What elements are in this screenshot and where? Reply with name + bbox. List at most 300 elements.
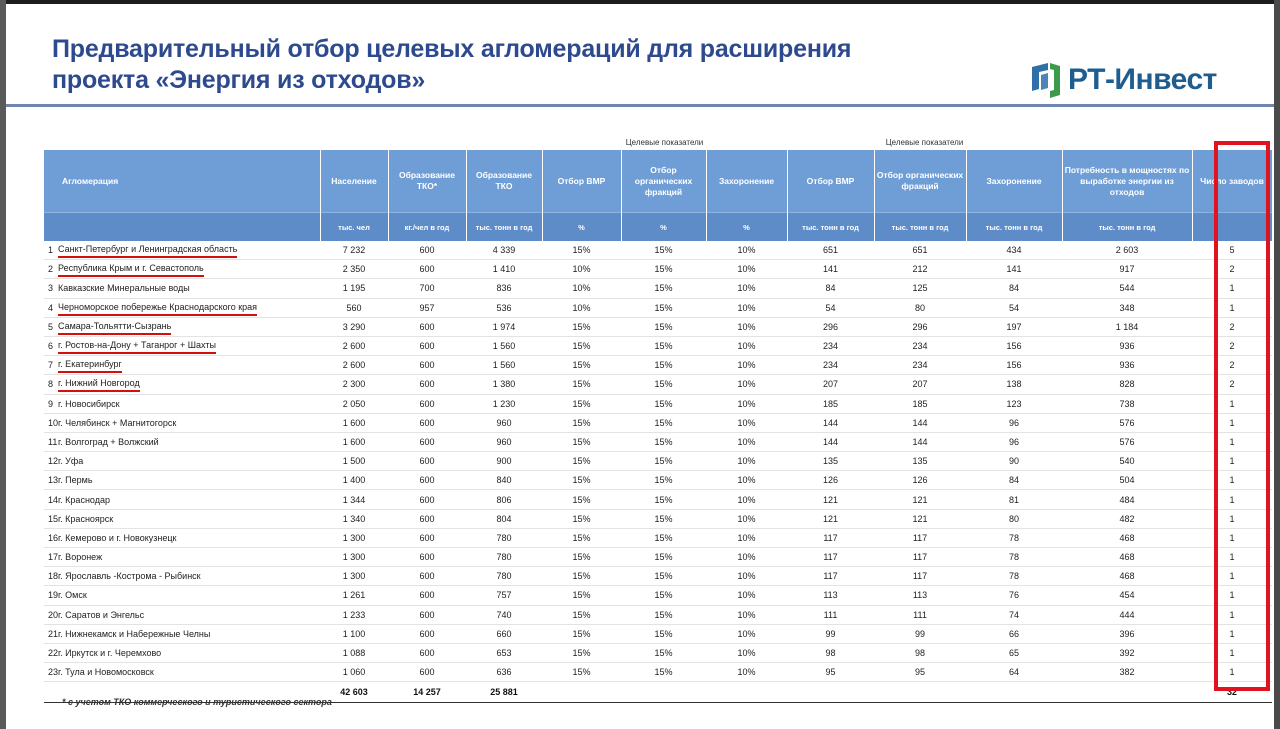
company-logo — [1028, 60, 1217, 100]
organic-tons: 113 — [874, 586, 966, 605]
vmr-tons: 144 — [787, 413, 874, 432]
landfill-tons: 78 — [966, 567, 1062, 586]
plants-count: 1 — [1192, 432, 1272, 451]
table-row — [44, 317, 1272, 336]
landfill-tons: 74 — [966, 605, 1062, 624]
plants-count: 1 — [1192, 643, 1272, 662]
organic-pct: 15% — [621, 336, 706, 355]
vmr-pct: 15% — [542, 548, 621, 567]
agglomeration-name-cell — [58, 663, 320, 682]
population: 1 088 — [320, 643, 388, 662]
vmr-tons: 117 — [787, 567, 874, 586]
tko-per-capita: 600 — [388, 356, 466, 375]
row-number: 3 — [44, 279, 58, 298]
row-number: 20 — [44, 605, 58, 624]
agglomeration-name-cell — [58, 375, 320, 394]
vmr-pct: 15% — [542, 413, 621, 432]
population: 1 233 — [320, 605, 388, 624]
vmr-tons: 135 — [787, 452, 874, 471]
table-row — [44, 528, 1272, 547]
organic-pct: 15% — [621, 279, 706, 298]
organic-pct: 15% — [621, 452, 706, 471]
organic-tons: 121 — [874, 509, 966, 528]
landfill-pct: 10% — [706, 413, 787, 432]
tko-per-capita: 600 — [388, 432, 466, 451]
agglomeration-name-cell — [58, 413, 320, 432]
row-number: 2 — [44, 260, 58, 279]
vmr-pct: 15% — [542, 509, 621, 528]
population: 2 350 — [320, 260, 388, 279]
plants-count: 2 — [1192, 375, 1272, 394]
vmr-pct: 15% — [542, 567, 621, 586]
organic-pct: 15% — [621, 375, 706, 394]
population: 2 600 — [320, 356, 388, 375]
tko-per-capita: 600 — [388, 336, 466, 355]
population: 1 400 — [320, 471, 388, 490]
agglomeration-name: г. Челябинск + Магнитогорск — [58, 417, 177, 428]
landfill-pct: 10% — [706, 643, 787, 662]
unit-energy-capacity: тыс. тонн в год — [1062, 213, 1192, 242]
tko: 960 — [466, 413, 542, 432]
plants-count: 1 — [1192, 548, 1272, 567]
plants-count: 5 — [1192, 241, 1272, 260]
organic-pct: 15% — [621, 528, 706, 547]
population: 1 261 — [320, 586, 388, 605]
plants-count: 2 — [1192, 317, 1272, 336]
tko-per-capita: 600 — [388, 509, 466, 528]
energy-capacity: 468 — [1062, 567, 1192, 586]
tko-per-capita: 700 — [388, 279, 466, 298]
plants-count: 1 — [1192, 298, 1272, 317]
plants-column-highlight — [1214, 141, 1270, 691]
landfill-pct: 10% — [706, 279, 787, 298]
tko: 1 560 — [466, 336, 542, 355]
plants-count: 1 — [1192, 663, 1272, 682]
energy-capacity: 454 — [1062, 586, 1192, 605]
plants-count: 2 — [1192, 260, 1272, 279]
vmr-pct: 15% — [542, 317, 621, 336]
total-population: 42 603 — [320, 682, 388, 703]
row-number: 4 — [44, 298, 58, 317]
table-row — [44, 452, 1272, 471]
tko: 804 — [466, 509, 542, 528]
agglomeration-name-cell — [58, 490, 320, 509]
total-tko: 25 881 — [466, 682, 542, 703]
population: 1 300 — [320, 548, 388, 567]
organic-pct: 15% — [621, 471, 706, 490]
population: 1 100 — [320, 624, 388, 643]
tko-per-capita: 600 — [388, 241, 466, 260]
vmr-pct: 15% — [542, 394, 621, 413]
agglomeration-name-cell — [58, 279, 320, 298]
agglomeration-name: г. Омск — [58, 590, 87, 601]
agglomeration-name: г. Ростов-на-Дону + Таганрог + Шахты — [58, 338, 216, 354]
organic-pct: 15% — [621, 394, 706, 413]
organic-pct: 15% — [621, 413, 706, 432]
group-header-row — [44, 134, 1272, 150]
vmr-pct: 15% — [542, 528, 621, 547]
table-row — [44, 643, 1272, 662]
unit-population: тыс. чел — [320, 213, 388, 242]
energy-capacity: 348 — [1062, 298, 1192, 317]
table-row — [44, 336, 1272, 355]
tko-per-capita: 600 — [388, 394, 466, 413]
units-row — [44, 213, 1272, 242]
agglomeration-name: г. Нижний Новгород — [58, 376, 140, 392]
organic-tons: 117 — [874, 548, 966, 567]
vmr-tons: 651 — [787, 241, 874, 260]
landfill-pct: 10% — [706, 586, 787, 605]
vmr-tons: 126 — [787, 471, 874, 490]
organic-pct: 15% — [621, 356, 706, 375]
organic-tons: 126 — [874, 471, 966, 490]
energy-capacity: 504 — [1062, 471, 1192, 490]
plants-count: 1 — [1192, 605, 1272, 624]
landfill-tons: 66 — [966, 624, 1062, 643]
population: 560 — [320, 298, 388, 317]
energy-capacity: 576 — [1062, 413, 1192, 432]
plants-count: 1 — [1192, 394, 1272, 413]
title-divider — [6, 104, 1274, 107]
tko-per-capita: 600 — [388, 317, 466, 336]
row-number: 21 — [44, 624, 58, 643]
organic-tons: 99 — [874, 624, 966, 643]
row-number: 7 — [44, 356, 58, 375]
landfill-pct: 10% — [706, 241, 787, 260]
organic-pct: 15% — [621, 490, 706, 509]
table-row — [44, 279, 1272, 298]
plants-count: 1 — [1192, 490, 1272, 509]
population: 2 050 — [320, 394, 388, 413]
landfill-pct: 10% — [706, 663, 787, 682]
row-number: 15 — [44, 509, 58, 528]
landfill-pct: 10% — [706, 605, 787, 624]
agglomeration-name: г. Волгоград + Волжский — [58, 436, 159, 447]
vmr-tons: 121 — [787, 509, 874, 528]
col-header-landfill-pct: Захоронение — [706, 150, 787, 213]
landfill-pct: 10% — [706, 317, 787, 336]
agglomeration-name-cell — [58, 586, 320, 605]
tko-per-capita: 600 — [388, 567, 466, 586]
unit-organic-pct: % — [621, 213, 706, 242]
vmr-tons: 117 — [787, 548, 874, 567]
landfill-tons: 80 — [966, 509, 1062, 528]
table-row — [44, 586, 1272, 605]
col-header-organic-pct: Отбор органических фракций — [621, 150, 706, 213]
row-number: 22 — [44, 643, 58, 662]
organic-tons: 117 — [874, 567, 966, 586]
population: 2 300 — [320, 375, 388, 394]
table-row — [44, 356, 1272, 375]
vmr-pct: 15% — [542, 624, 621, 643]
table-row — [44, 413, 1272, 432]
organic-pct: 15% — [621, 432, 706, 451]
landfill-tons: 81 — [966, 490, 1062, 509]
vmr-tons: 84 — [787, 279, 874, 298]
vmr-tons: 113 — [787, 586, 874, 605]
row-number: 19 — [44, 586, 58, 605]
agglomeration-name-cell — [58, 394, 320, 413]
landfill-pct: 10% — [706, 356, 787, 375]
table-row — [44, 490, 1272, 509]
energy-capacity: 738 — [1062, 394, 1192, 413]
vmr-pct: 15% — [542, 490, 621, 509]
agglomeration-name-cell — [58, 336, 320, 355]
row-number: 10 — [44, 413, 58, 432]
agglomeration-name: г. Красноярск — [58, 513, 114, 524]
unit-vmr-tons: тыс. тонн в год — [787, 213, 874, 242]
vmr-pct: 15% — [542, 241, 621, 260]
row-number: 18 — [44, 567, 58, 586]
agglomeration-table-wrap — [44, 134, 1272, 703]
energy-capacity: 444 — [1062, 605, 1192, 624]
tko: 840 — [466, 471, 542, 490]
column-header-row — [44, 150, 1272, 213]
tko-per-capita: 600 — [388, 490, 466, 509]
slide-title-line-1: Предварительный отбор целевых агломераций для расширения — [52, 35, 852, 63]
logo-text: РТ-Инвест — [1068, 63, 1217, 96]
tko-per-capita: 600 — [388, 548, 466, 567]
landfill-pct: 10% — [706, 394, 787, 413]
tko: 806 — [466, 490, 542, 509]
landfill-tons: 64 — [966, 663, 1062, 682]
plants-count: 2 — [1192, 356, 1272, 375]
table-row — [44, 375, 1272, 394]
energy-capacity: 484 — [1062, 490, 1192, 509]
agglomeration-name: г. Нижнекамск и Набережные Челны — [58, 628, 211, 639]
landfill-tons: 96 — [966, 413, 1062, 432]
energy-capacity: 2 603 — [1062, 241, 1192, 260]
landfill-pct: 10% — [706, 528, 787, 547]
agglomeration-name-cell — [58, 317, 320, 336]
landfill-pct: 10% — [706, 509, 787, 528]
row-number: 11 — [44, 432, 58, 451]
agglomeration-name-cell — [58, 624, 320, 643]
population: 1 060 — [320, 663, 388, 682]
energy-capacity: 382 — [1062, 663, 1192, 682]
vmr-pct: 10% — [542, 298, 621, 317]
organic-tons: 95 — [874, 663, 966, 682]
row-number: 6 — [44, 336, 58, 355]
tko-per-capita: 600 — [388, 471, 466, 490]
vmr-pct: 15% — [542, 643, 621, 662]
organic-tons: 111 — [874, 605, 966, 624]
table-row — [44, 471, 1272, 490]
vmr-tons: 144 — [787, 432, 874, 451]
plants-count: 1 — [1192, 586, 1272, 605]
landfill-pct: 10% — [706, 624, 787, 643]
col-header-vmr-pct: Отбор ВМР — [542, 150, 621, 213]
table-row — [44, 567, 1272, 586]
organic-pct: 15% — [621, 586, 706, 605]
organic-pct: 15% — [621, 663, 706, 682]
landfill-pct: 10% — [706, 490, 787, 509]
landfill-pct: 10% — [706, 298, 787, 317]
row-number: 9 — [44, 394, 58, 413]
plants-count: 1 — [1192, 471, 1272, 490]
tko-per-capita: 600 — [388, 452, 466, 471]
vmr-pct: 15% — [542, 586, 621, 605]
table-row — [44, 260, 1272, 279]
energy-capacity: 828 — [1062, 375, 1192, 394]
tko-per-capita: 957 — [388, 298, 466, 317]
organic-tons: 212 — [874, 260, 966, 279]
tko-per-capita: 600 — [388, 528, 466, 547]
tko: 836 — [466, 279, 542, 298]
vmr-pct: 15% — [542, 605, 621, 624]
vmr-pct: 10% — [542, 260, 621, 279]
agglomeration-name-cell — [58, 605, 320, 624]
plants-count: 1 — [1192, 413, 1272, 432]
col-header-energy-capacity: Потребность в мощностях по выработке энергии из отходов — [1062, 150, 1192, 213]
tko: 1 974 — [466, 317, 542, 336]
agglomeration-name: г. Саратов и Энгельс — [58, 609, 145, 620]
tko-per-capita: 600 — [388, 663, 466, 682]
row-number: 16 — [44, 528, 58, 547]
row-number: 23 — [44, 663, 58, 682]
landfill-pct: 10% — [706, 375, 787, 394]
vmr-tons: 117 — [787, 528, 874, 547]
vmr-pct: 15% — [542, 432, 621, 451]
row-number: 5 — [44, 317, 58, 336]
table-row — [44, 605, 1272, 624]
vmr-tons: 99 — [787, 624, 874, 643]
vmr-pct: 15% — [542, 375, 621, 394]
organic-pct: 15% — [621, 509, 706, 528]
energy-capacity: 468 — [1062, 548, 1192, 567]
unit-landfill-tons: тыс. тонн в год — [966, 213, 1062, 242]
landfill-pct: 10% — [706, 548, 787, 567]
landfill-pct: 10% — [706, 260, 787, 279]
col-header-vmr-tons: Отбор ВМР — [787, 150, 874, 213]
agglomeration-name-cell — [58, 509, 320, 528]
tko: 1 410 — [466, 260, 542, 279]
agglomeration-name: г. Краснодар — [58, 494, 110, 505]
group-label-1: Целевые показатели — [625, 137, 704, 147]
plants-count: 1 — [1192, 567, 1272, 586]
organic-tons: 234 — [874, 336, 966, 355]
landfill-tons: 84 — [966, 279, 1062, 298]
energy-capacity: 917 — [1062, 260, 1192, 279]
plants-count: 2 — [1192, 336, 1272, 355]
tko-per-capita: 600 — [388, 605, 466, 624]
landfill-tons: 141 — [966, 260, 1062, 279]
footnote: * с учетом ТКО коммерческого и туристического сектора — [62, 697, 332, 707]
tko: 960 — [466, 432, 542, 451]
row-number: 14 — [44, 490, 58, 509]
tko: 780 — [466, 548, 542, 567]
vmr-pct: 15% — [542, 336, 621, 355]
vmr-tons: 111 — [787, 605, 874, 624]
vmr-tons: 141 — [787, 260, 874, 279]
organic-pct: 15% — [621, 548, 706, 567]
agglomeration-name: Самара-Тольятти-Сызрань — [58, 319, 171, 335]
organic-tons: 80 — [874, 298, 966, 317]
total-plants: 32 — [1192, 682, 1272, 703]
group-label-2: Целевые показатели — [885, 137, 964, 147]
total-tko-per-capita: 14 257 — [388, 682, 466, 703]
agglomeration-name: г. Уфа — [58, 456, 84, 467]
agglomeration-name: Черноморское побережье Краснодарского края — [58, 300, 257, 316]
landfill-tons: 78 — [966, 548, 1062, 567]
organic-tons: 135 — [874, 452, 966, 471]
agglomeration-name: Санкт-Петербург и Ленинградская область — [58, 242, 237, 258]
population: 3 290 — [320, 317, 388, 336]
energy-capacity: 936 — [1062, 336, 1192, 355]
organic-tons: 98 — [874, 643, 966, 662]
vmr-tons: 121 — [787, 490, 874, 509]
organic-tons: 651 — [874, 241, 966, 260]
col-header-population: Население — [320, 150, 388, 213]
tko: 1 560 — [466, 356, 542, 375]
col-header-landfill-tons: Захоронение — [966, 150, 1062, 213]
right-border — [1274, 0, 1280, 729]
population: 1 300 — [320, 528, 388, 547]
agglomeration-name: г. Ярославль -Кострома - Рыбинск — [58, 571, 201, 582]
population: 7 232 — [320, 241, 388, 260]
agglomeration-name: г. Тула и Новомосковск — [58, 667, 154, 678]
agglomeration-name-cell — [58, 356, 320, 375]
agglomeration-name-cell — [58, 452, 320, 471]
organic-tons: 121 — [874, 490, 966, 509]
tko: 780 — [466, 528, 542, 547]
plants-count: 1 — [1192, 452, 1272, 471]
row-number: 13 — [44, 471, 58, 490]
table-row — [44, 432, 1272, 451]
tko: 4 339 — [466, 241, 542, 260]
tko-per-capita: 600 — [388, 624, 466, 643]
vmr-pct: 15% — [542, 663, 621, 682]
organic-tons: 144 — [874, 413, 966, 432]
tko-per-capita: 600 — [388, 375, 466, 394]
tko: 536 — [466, 298, 542, 317]
energy-capacity: 544 — [1062, 279, 1192, 298]
landfill-pct: 10% — [706, 567, 787, 586]
energy-capacity: 396 — [1062, 624, 1192, 643]
population: 2 600 — [320, 336, 388, 355]
unit-landfill-pct: % — [706, 213, 787, 242]
tko: 660 — [466, 624, 542, 643]
left-border — [0, 0, 6, 729]
organic-pct: 15% — [621, 605, 706, 624]
agglomeration-name: г. Иркутск и г. Черемхово — [58, 648, 162, 659]
organic-pct: 15% — [621, 317, 706, 336]
landfill-tons: 84 — [966, 471, 1062, 490]
tko-per-capita: 600 — [388, 643, 466, 662]
organic-pct: 15% — [621, 298, 706, 317]
vmr-pct: 10% — [542, 279, 621, 298]
agglomeration-name: Кавказские Минеральные воды — [58, 283, 190, 294]
tko: 900 — [466, 452, 542, 471]
organic-pct: 15% — [621, 643, 706, 662]
slide-title-line-2: проекта «Энергия из отходов» — [52, 66, 426, 94]
organic-tons: 207 — [874, 375, 966, 394]
table-row — [44, 394, 1272, 413]
population: 1 300 — [320, 567, 388, 586]
agglomeration-name-cell — [58, 260, 320, 279]
population: 1 344 — [320, 490, 388, 509]
unit-tko: тыс. тонн в год — [466, 213, 542, 242]
landfill-pct: 10% — [706, 336, 787, 355]
vmr-tons: 234 — [787, 336, 874, 355]
landfill-tons: 96 — [966, 432, 1062, 451]
plants-count: 1 — [1192, 528, 1272, 547]
population: 1 340 — [320, 509, 388, 528]
landfill-tons: 54 — [966, 298, 1062, 317]
agglomeration-name: Республика Крым и г. Севастополь — [58, 261, 204, 277]
organic-tons: 117 — [874, 528, 966, 547]
vmr-pct: 15% — [542, 452, 621, 471]
